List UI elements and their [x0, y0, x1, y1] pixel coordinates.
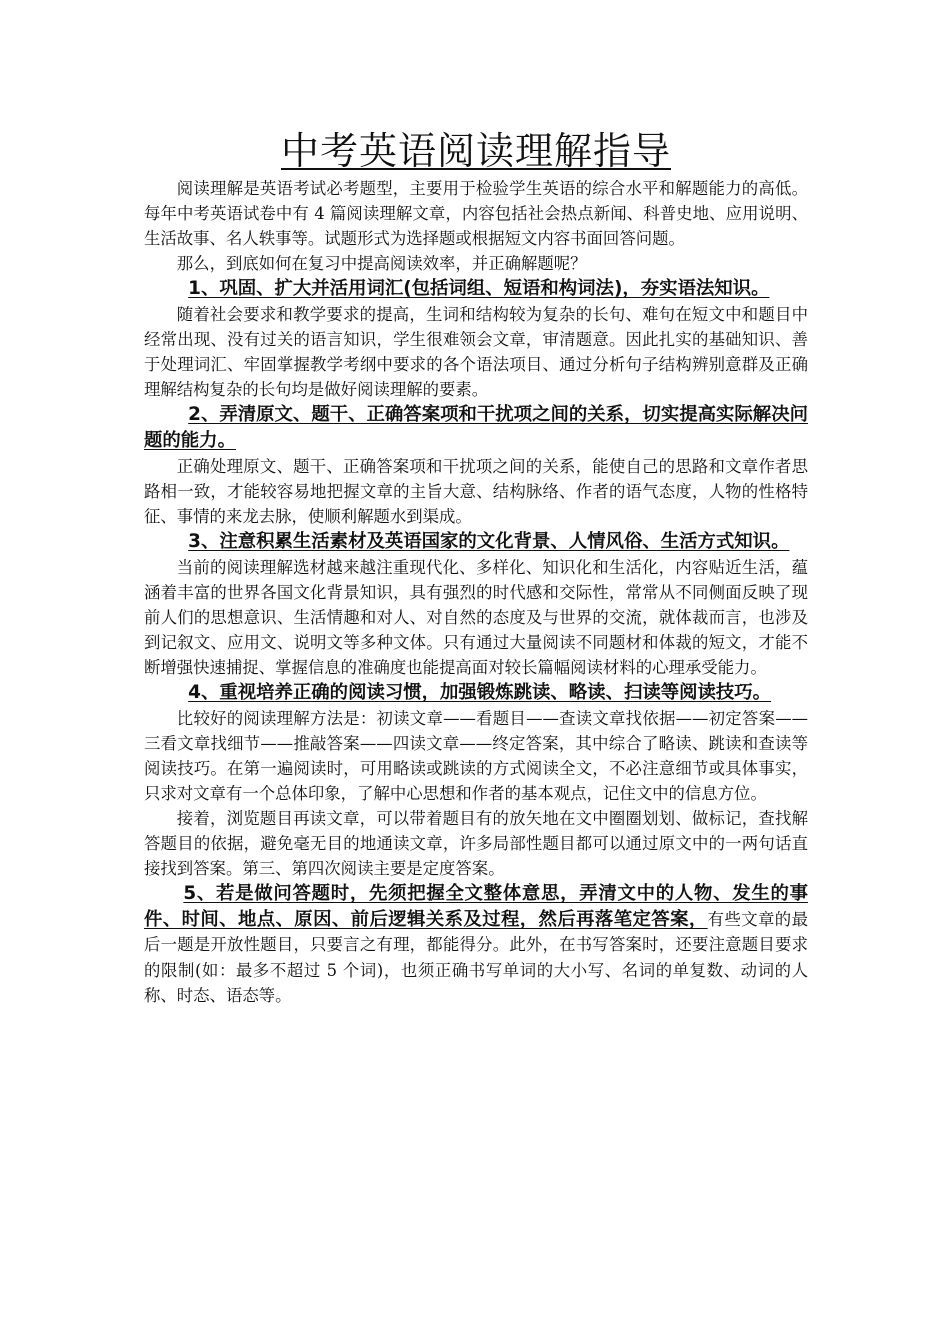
section-1-paragraph: 随着社会要求和教学要求的提高，生词和结构较为复杂的长句、难句在短文中和题目中经常出现、没有过关的语言知识，学生很难领会文章，审清题意。因此扎实的基础知识、善于处理词汇、牢固掌握教学考纲中要求的各个语法项目、通过分析句子结构辨别意群及正确理解结构复杂的长句均是做好阅读理解的要素。 — [144, 305, 808, 399]
section-3-heading: 3、注意积累生活素材及英语国家的文化背景、人情风俗、生活方式知识。 — [188, 531, 790, 552]
section-5-text: 有些文章的最后一题是开放性题目，只要言之有理，都能得分。此外，在书写答案时，还要注意题目要求的限制(如：最多不超过 5 个词)，也须正确书写单词的大小写、名词的单复数、动词的人称、时态、语态等。 — [144, 909, 808, 1005]
intro-paragraph: 阅读理解是英语考试必考题型，主要用于检验学生英语的综合水平和解题能力的高低。每年中考英语试卷中有 4 篇阅读理解文章，内容包括社会热点新闻、科普史地、应用说明、生活故事、名人轶事等。试题形式为选择题或根据短文内容书面回答问题。 — [144, 179, 808, 248]
section-2-heading: 2、弄清原文、题干、正确答案项和干扰项之间的关系，切实提高实际解决问题的能力。 — [144, 404, 808, 451]
section-4-paragraph-1: 比较好的阅读理解方法是：初读文章——看题目——查读文章找依据——初定答案——三看文章找细节——推敲答案——四读文章——终定答案，其中综合了略读、跳读和查读等阅读技巧。在第一遍阅读时，可用略读或跳读的方式阅读全文，不必注意细节或具体事实，只求对文章有一个总体印象，了解中心思想和作者的基本观点，记住文中的信息方位。 — [144, 709, 808, 803]
section-1-heading: 1、巩固、扩大并活用词汇(包括词组、短语和构词法)，夯实语法知识。 — [188, 278, 770, 299]
section-2-paragraph: 正确处理原文、题干、正确答案项和干扰项之间的关系，能使自己的思路和文章作者思路相一致，才能较容易地把握文章的主旨大意、结构脉络、作者的语气态度，人物的性格特征、事情的来龙去脉，使顺利解题水到渠成。 — [144, 457, 808, 526]
section-4-heading: 4、重视培养正确的阅读习惯，加强锻炼跳读、略读、扫读等阅读技巧。 — [188, 682, 772, 703]
document-page — [144, 128, 808, 1009]
question-paragraph: 那么，到底如何在复习中提高阅读效率，并正确解题呢？ — [176, 254, 587, 273]
document-title: 中考英语阅读理解指导 — [280, 129, 671, 173]
section-5-heading: 5、若是做问答题时，先须把握全文整体意思，弄清文中的人物、发生的事件、时间、地点、原因、前后逻辑关系及过程，然后再落笔定答案， — [144, 883, 808, 930]
section-5-paragraph — [144, 881, 808, 1009]
section-3-paragraph: 当前的阅读理解选材越来越注重现代化、多样化、知识化和生活化，内容贴近生活，蕴涵着丰富的世界各国文化背景知识，具有强烈的时代感和交际性，常常从不同侧面反映了现前人们的思想意识、生活情趣和对人、对自然的态度及与世界的交流，就体裁而言，也涉及到记叙文、应用文、说明文等多种文体。只有通过大量阅读不同题材和体裁的短文，才能不断增强快速捕捉、掌握信息的准确度也能提高面对较长篇幅阅读材料的心理承受能力。 — [144, 558, 808, 677]
section-4-paragraph-2: 接着，浏览题目再读文章，可以带着题目有的放矢地在文中圈圈划划、做标记，查找解答题目的依据，避免毫无目的地通读文章，许多局部性题目都可以通过原文中的一两句话直接找到答案。第三、第四次阅读主要是定度答案。 — [144, 809, 808, 878]
